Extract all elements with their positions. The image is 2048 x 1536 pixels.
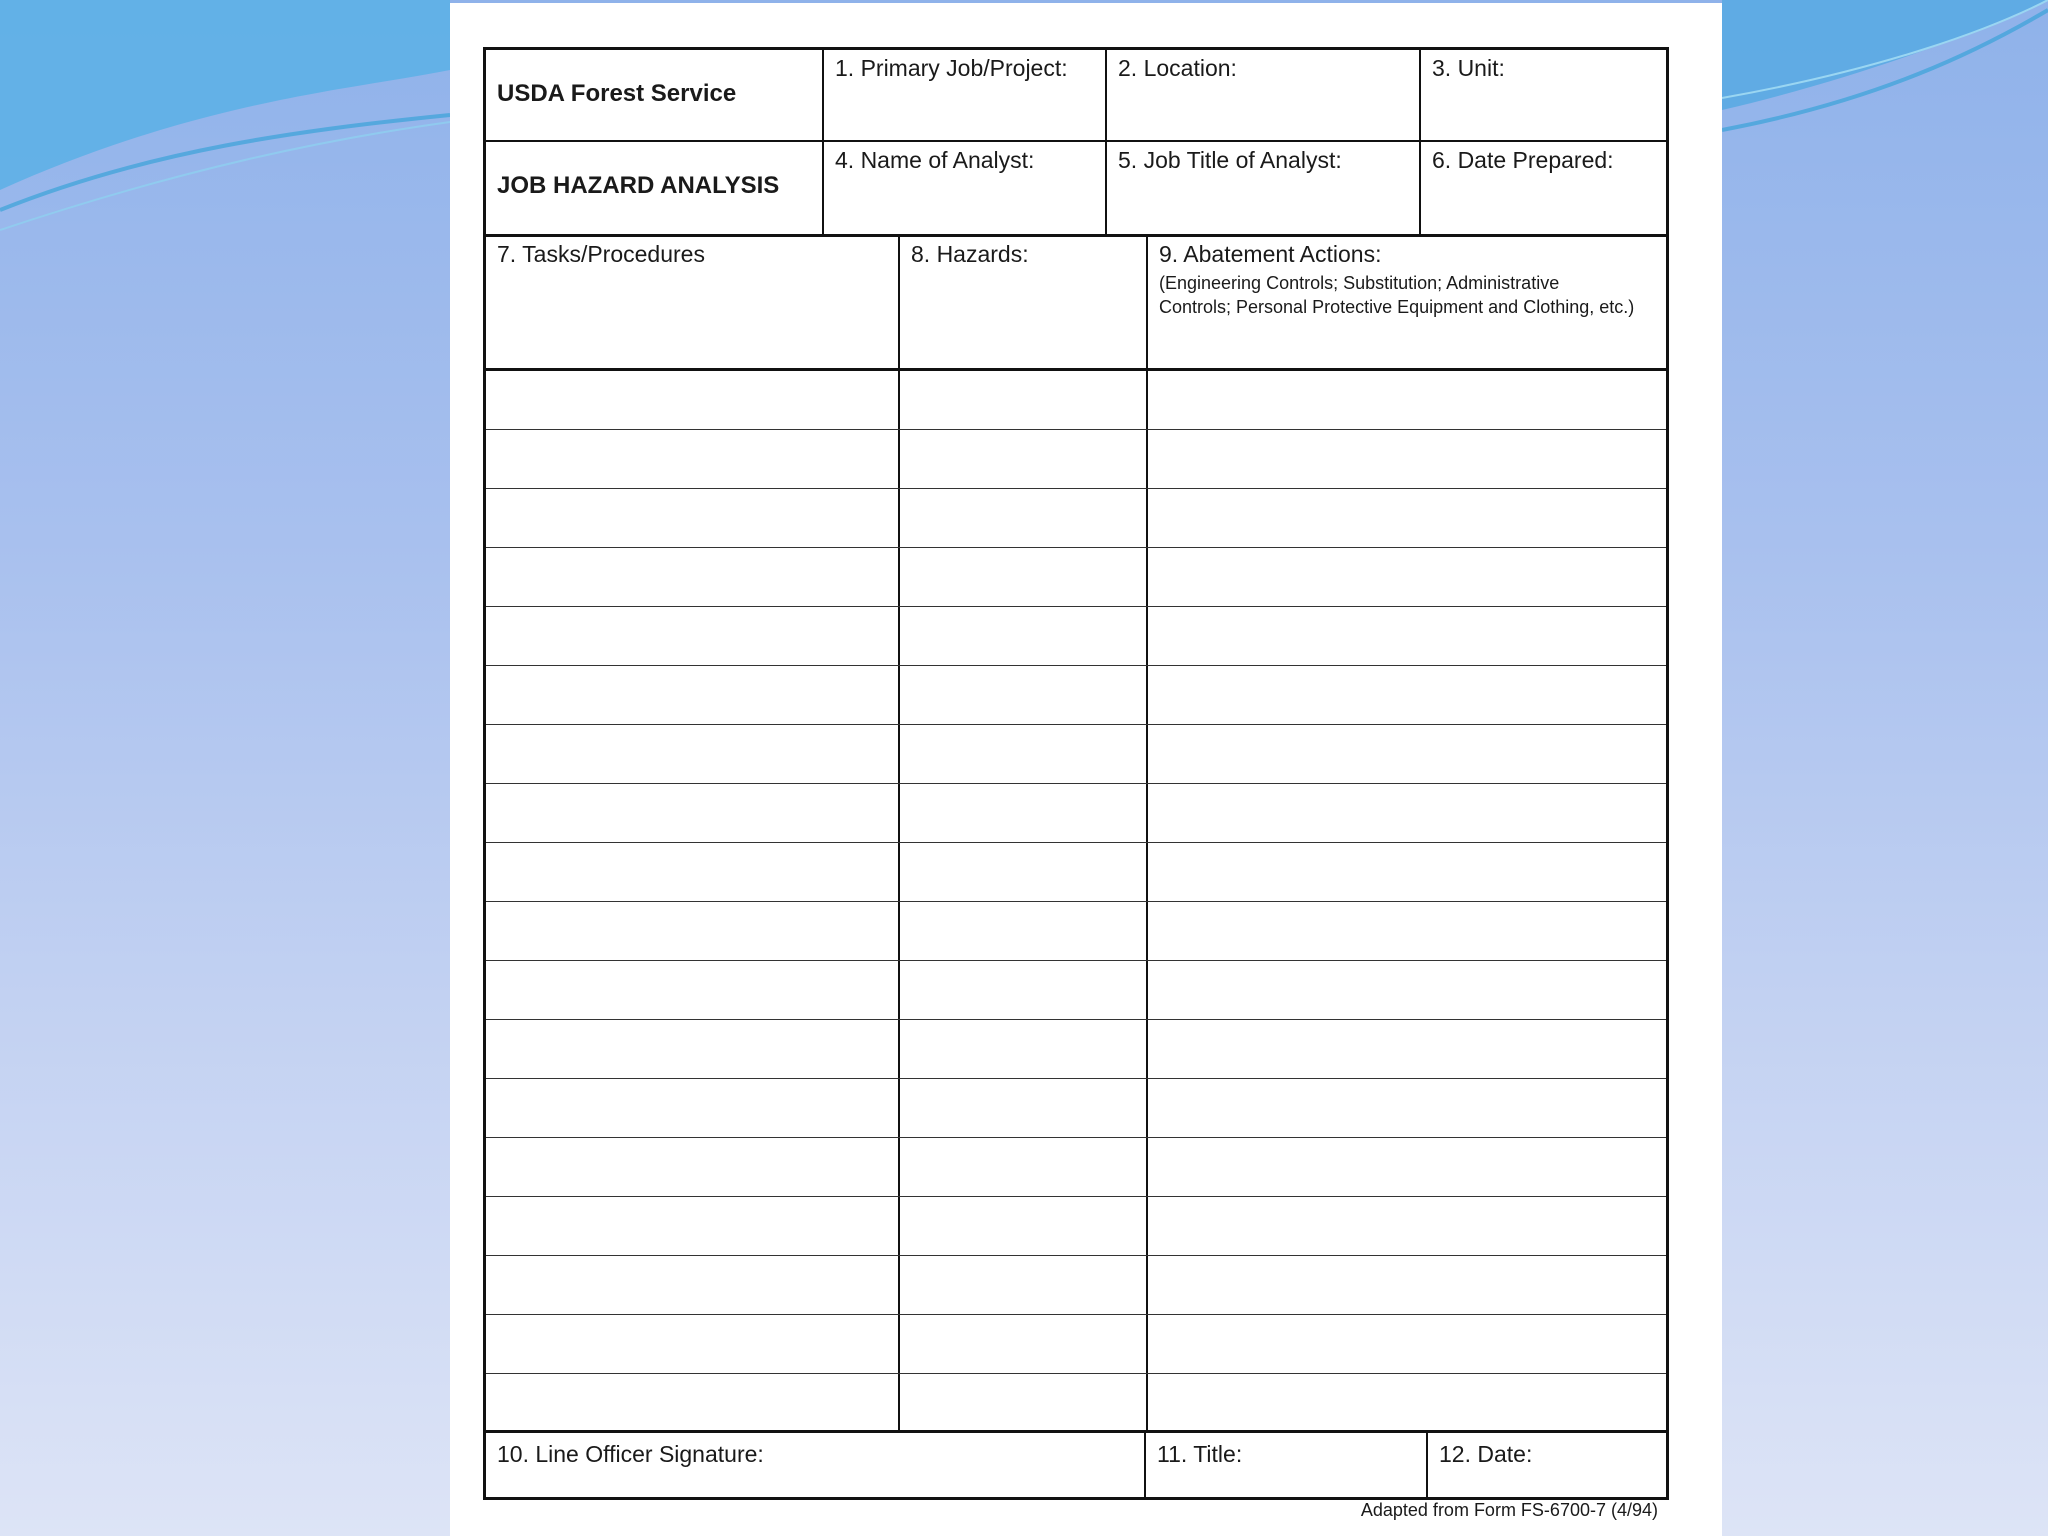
abatement-input[interactable] [1148, 548, 1666, 606]
hazard-input[interactable] [900, 1138, 1148, 1196]
table-row [486, 489, 1666, 548]
table-row [486, 1374, 1666, 1433]
hazard-input[interactable] [900, 548, 1148, 606]
form-title-cell [486, 142, 824, 234]
abatement-input[interactable] [1148, 1138, 1666, 1196]
table-row [486, 430, 1666, 489]
task-input[interactable] [486, 725, 900, 783]
table-row [486, 902, 1666, 961]
table-row [486, 1138, 1666, 1197]
hazard-input[interactable] [900, 666, 1148, 724]
abatement-input[interactable] [1148, 489, 1666, 547]
task-input[interactable] [486, 607, 900, 665]
table-row [486, 607, 1666, 666]
hazard-input[interactable] [900, 1315, 1148, 1373]
task-input[interactable] [486, 489, 900, 547]
abatement-input[interactable] [1148, 607, 1666, 665]
table-row [486, 1020, 1666, 1079]
abatement-input[interactable] [1148, 1079, 1666, 1137]
table-row [486, 371, 1666, 430]
table-header [486, 237, 1666, 371]
table-row [486, 1256, 1666, 1315]
task-input[interactable] [486, 1315, 900, 1373]
table-row [486, 548, 1666, 607]
signature-date-field[interactable] [1428, 1433, 1666, 1497]
hazard-input[interactable] [900, 1197, 1148, 1255]
hazards-column-header [900, 237, 1148, 368]
officer-title-label: 11. Title: [1157, 1441, 1243, 1467]
abatement-input[interactable] [1148, 430, 1666, 488]
signature-label: 10. Line Officer Signature: [497, 1441, 764, 1467]
primary-job-field[interactable] [824, 50, 1107, 140]
abatement-column-header [1148, 237, 1666, 368]
location-label: 2. Location: [1118, 55, 1237, 81]
abatement-input[interactable] [1148, 784, 1666, 842]
hazard-input[interactable] [900, 843, 1148, 901]
abatement-input[interactable] [1148, 1256, 1666, 1314]
task-input[interactable] [486, 548, 900, 606]
abatement-input[interactable] [1148, 666, 1666, 724]
signature-date-label: 12. Date: [1439, 1441, 1533, 1467]
analyst-name-field[interactable] [824, 142, 1107, 234]
footer-row [486, 1433, 1666, 1497]
abatement-input[interactable] [1148, 902, 1666, 960]
date-prepared-field[interactable] [1421, 142, 1666, 234]
form-source-note: Adapted from Form FS-6700-7 (4/94) [1360, 1500, 1658, 1520]
task-input[interactable] [486, 843, 900, 901]
abatement-note: (Engineering Controls; Substitution; Administrative Controls; Personal Protective Equipment and Clothing, etc.) [1159, 273, 1635, 317]
header-row-1 [486, 50, 1666, 142]
abatement-input[interactable] [1148, 1315, 1666, 1373]
tasks-label: 7. Tasks/Procedures [497, 241, 705, 267]
location-field[interactable] [1107, 50, 1421, 140]
table-row [486, 1079, 1666, 1138]
abatement-input[interactable] [1148, 725, 1666, 783]
abatement-input[interactable] [1148, 1374, 1666, 1430]
hazard-input[interactable] [900, 961, 1148, 1019]
unit-label: 3. Unit: [1432, 55, 1505, 81]
table-row [486, 725, 1666, 784]
task-input[interactable] [486, 1197, 900, 1255]
agency-cell [486, 50, 824, 140]
form-title: JOB HAZARD ANALYSIS [497, 172, 780, 199]
signature-field[interactable] [486, 1433, 1146, 1497]
task-input[interactable] [486, 666, 900, 724]
hazard-input[interactable] [900, 371, 1148, 429]
hazard-input[interactable] [900, 607, 1148, 665]
primary-job-label: 1. Primary Job/Project: [835, 55, 1068, 81]
table-row [486, 961, 1666, 1020]
officer-title-field[interactable] [1146, 1433, 1428, 1497]
table-row [486, 1197, 1666, 1256]
hazard-input[interactable] [900, 725, 1148, 783]
task-input[interactable] [486, 371, 900, 429]
hazard-input[interactable] [900, 1374, 1148, 1430]
task-input[interactable] [486, 961, 900, 1019]
task-input[interactable] [486, 1020, 900, 1078]
hazard-input[interactable] [900, 1020, 1148, 1078]
table-row [486, 843, 1666, 902]
table-body [486, 371, 1666, 1433]
unit-field[interactable] [1421, 50, 1666, 140]
tasks-column-header [486, 237, 900, 368]
hazard-input[interactable] [900, 1079, 1148, 1137]
hazard-input[interactable] [900, 430, 1148, 488]
date-prepared-label: 6. Date Prepared: [1432, 147, 1614, 173]
abatement-input[interactable] [1148, 1197, 1666, 1255]
task-input[interactable] [486, 1138, 900, 1196]
abatement-input[interactable] [1148, 371, 1666, 429]
task-input[interactable] [486, 1256, 900, 1314]
task-input[interactable] [486, 902, 900, 960]
abatement-label: 9. Abatement Actions: [1159, 241, 1382, 267]
job-hazard-analysis-form [483, 47, 1669, 1500]
task-input[interactable] [486, 430, 900, 488]
task-input[interactable] [486, 1374, 900, 1430]
hazards-label: 8. Hazards: [911, 241, 1029, 267]
hazard-input[interactable] [900, 784, 1148, 842]
task-input[interactable] [486, 784, 900, 842]
abatement-input[interactable] [1148, 1020, 1666, 1078]
header-row-2 [486, 142, 1666, 237]
abatement-input[interactable] [1148, 843, 1666, 901]
table-row [486, 666, 1666, 725]
table-row [486, 784, 1666, 843]
table-row [486, 1315, 1666, 1374]
analyst-title-label: 5. Job Title of Analyst: [1118, 147, 1342, 173]
hazard-input[interactable] [900, 489, 1148, 547]
agency-name: USDA Forest Service [497, 80, 737, 107]
task-input[interactable] [486, 1079, 900, 1137]
analyst-name-label: 4. Name of Analyst: [835, 147, 1035, 173]
hazard-input[interactable] [900, 902, 1148, 960]
abatement-input[interactable] [1148, 961, 1666, 1019]
analyst-title-field[interactable] [1107, 142, 1421, 234]
hazard-input[interactable] [900, 1256, 1148, 1314]
form-page [450, 3, 1722, 1536]
